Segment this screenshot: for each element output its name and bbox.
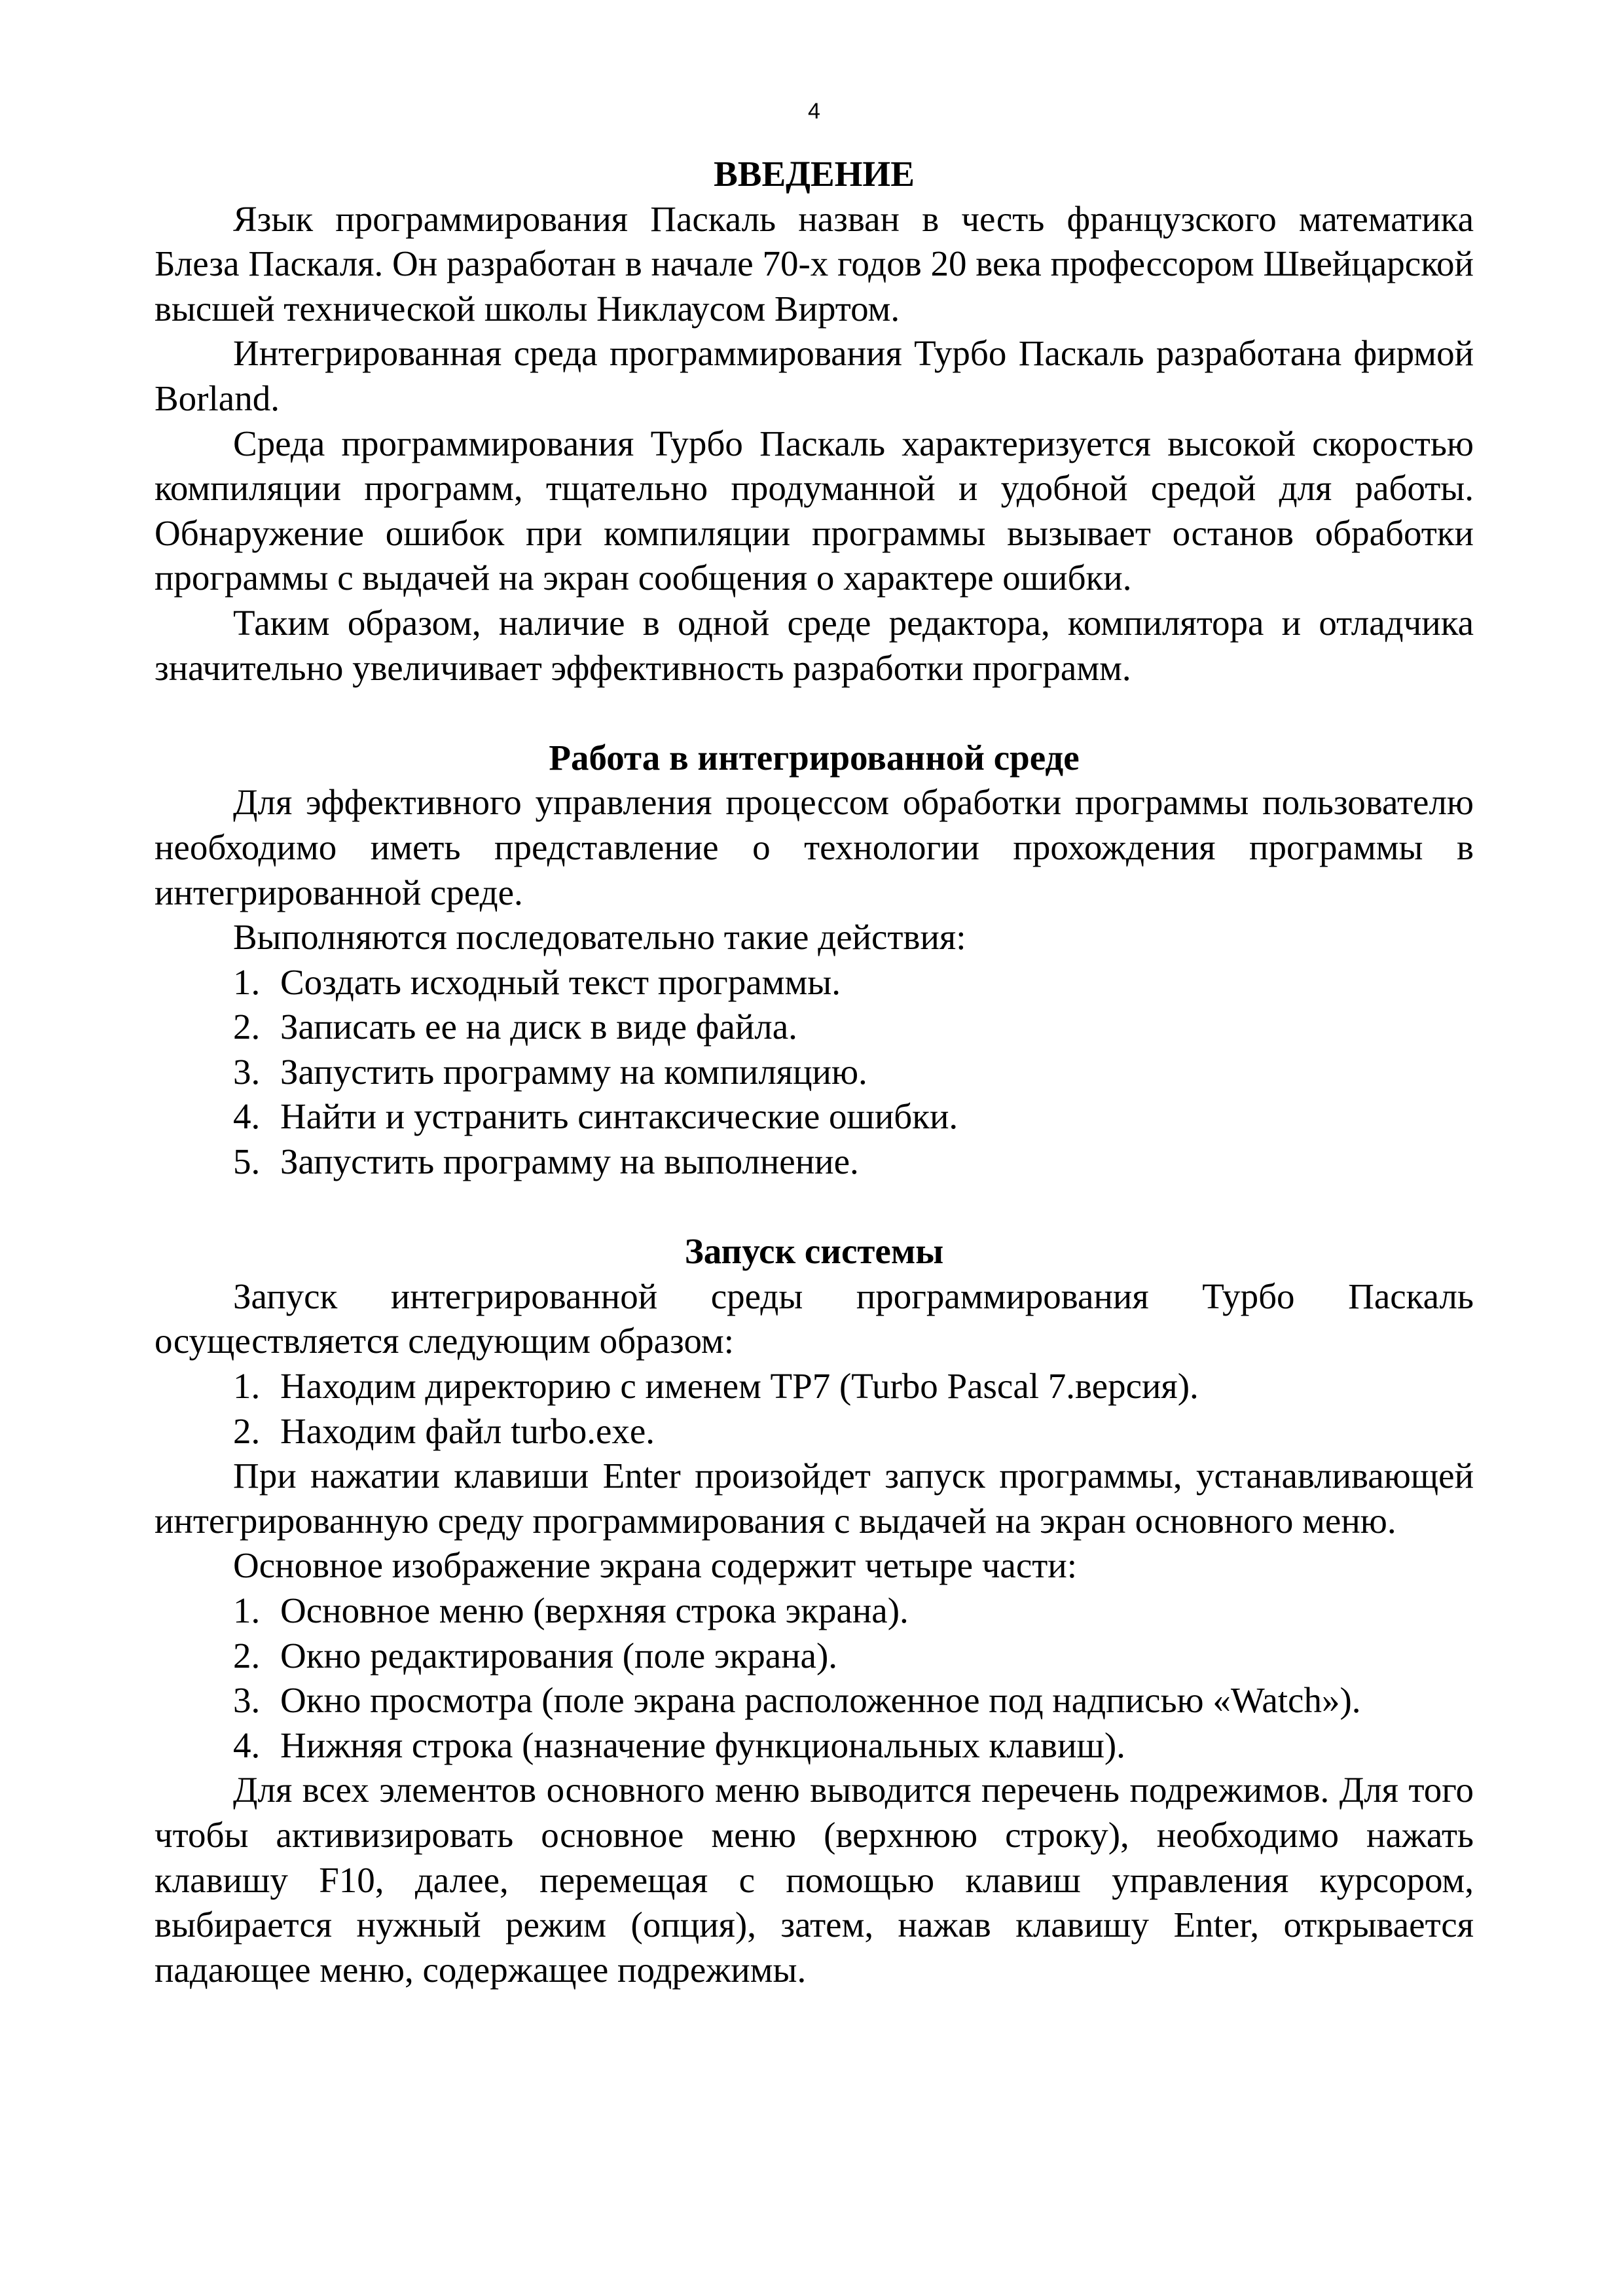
list-text: Записать ее на диск в виде файла. (280, 1007, 797, 1047)
section-spacer (155, 1185, 1474, 1230)
paragraph: Для всех элементов основного меню выводится перечень подрежимов. Для того чтобы активизировать основное меню (верхнюю строку), необходимо нажать клавишу F10, далее, перемещая с помощью клавиш управления курсором, выбирается нужный режим (опция), затем, нажав клавишу Enter, открывается падающее меню, содержащее подрежимы. (155, 1770, 1474, 1990)
numbered-list (155, 960, 1474, 1185)
list-item (155, 1364, 1474, 1409)
section-integrated-environment (155, 736, 1474, 1185)
paragraph: Среда программирования Турбо Паскаль характеризуется высокой скоростью компиляции программ, тщательно продуманной и удобной средой для работы. Обнаружение ошибок при компиляции программы вызывает останов обработки программы с выдачей на экран сообщения о характере ошибки. (155, 423, 1474, 598)
list-text: Нижняя строка (назначение функциональных клавиш). (280, 1725, 1125, 1765)
page-number: 4 (808, 99, 820, 124)
list-text: Окно просмотра (поле экрана расположенное под надписью «Watch»). (280, 1680, 1361, 1721)
list-number: 1. (233, 1590, 261, 1630)
section-introduction (155, 152, 1474, 691)
section-title: ВВЕДЕНИЕ (714, 154, 915, 194)
page-content (155, 152, 1474, 1992)
paragraph: Интегрированная среда программирования Турбо Паскаль разработана фирмой Borland. (155, 333, 1474, 418)
list-text: Основное меню (верхняя строка экрана). (280, 1590, 909, 1630)
list-item (155, 1723, 1474, 1768)
list-number: 5. (233, 1141, 261, 1182)
paragraph: Запуск интегрированной среды программирования Турбо Паскаль осуществляется следующим образом: (155, 1276, 1474, 1361)
list-item (155, 1588, 1474, 1634)
list-number: 1. (233, 1366, 261, 1407)
list-text: Запустить программу на компиляцию. (280, 1051, 867, 1092)
section-system-launch (155, 1229, 1474, 1992)
list-item (155, 1050, 1474, 1095)
list-text: Запустить программу на выполнение. (280, 1141, 859, 1182)
list-item (155, 1409, 1474, 1454)
list-number: 2. (233, 1410, 261, 1451)
paragraph: Основное изображение экрана содержит четыре части: (233, 1545, 1077, 1586)
list-item (155, 960, 1474, 1005)
list-item (155, 1094, 1474, 1139)
list-text: Находим файл turbo.exe. (280, 1410, 655, 1451)
paragraph: При нажатии клавиши Enter произойдет запуск программы, устанавливающей интегрированную среду программирования с выдачей на экран основного меню. (155, 1456, 1474, 1541)
paragraph: Выполняются последовательно такие действия: (233, 917, 966, 958)
list-number: 3. (233, 1051, 261, 1092)
list-number: 4. (233, 1096, 261, 1137)
list-text: Окно редактирования (поле экрана). (280, 1635, 838, 1676)
list-number: 4. (233, 1725, 261, 1765)
list-item (155, 1678, 1474, 1723)
numbered-list (155, 1364, 1474, 1454)
list-number: 1. (233, 961, 261, 1002)
paragraph: Таким образом, наличие в одной среде редактора, компилятора и отладчика значительно увеличивает эффективность разработки программ. (155, 602, 1474, 688)
paragraph: Язык программирования Паскаль назван в честь французского математика Блеза Паскаля. Он разработан в начале 70-х годов 20 века профессором Швейцарской высшей технической школы Никлаусом Виртом. (155, 198, 1474, 329)
list-item (155, 1634, 1474, 1679)
list-text: Создать исходный текст программы. (280, 961, 841, 1002)
list-number: 2. (233, 1635, 261, 1676)
list-number: 3. (233, 1680, 261, 1721)
paragraph: Для эффективного управления процессом обработки программы пользователю необходимо иметь представление о технологии прохождения программы в интегрированной среде. (155, 782, 1474, 912)
list-text: Найти и устранить синтаксические ошибки. (280, 1096, 958, 1137)
section-spacer (155, 691, 1474, 736)
section-title: Запуск системы (684, 1231, 944, 1272)
list-number: 2. (233, 1007, 261, 1047)
section-title: Работа в интегрированной среде (549, 737, 1080, 778)
list-text: Находим директорию с именем ТР7 (Turbo Pascal 7.версия). (280, 1366, 1199, 1407)
list-item (155, 1139, 1474, 1185)
list-item (155, 1005, 1474, 1050)
numbered-list (155, 1588, 1474, 1768)
